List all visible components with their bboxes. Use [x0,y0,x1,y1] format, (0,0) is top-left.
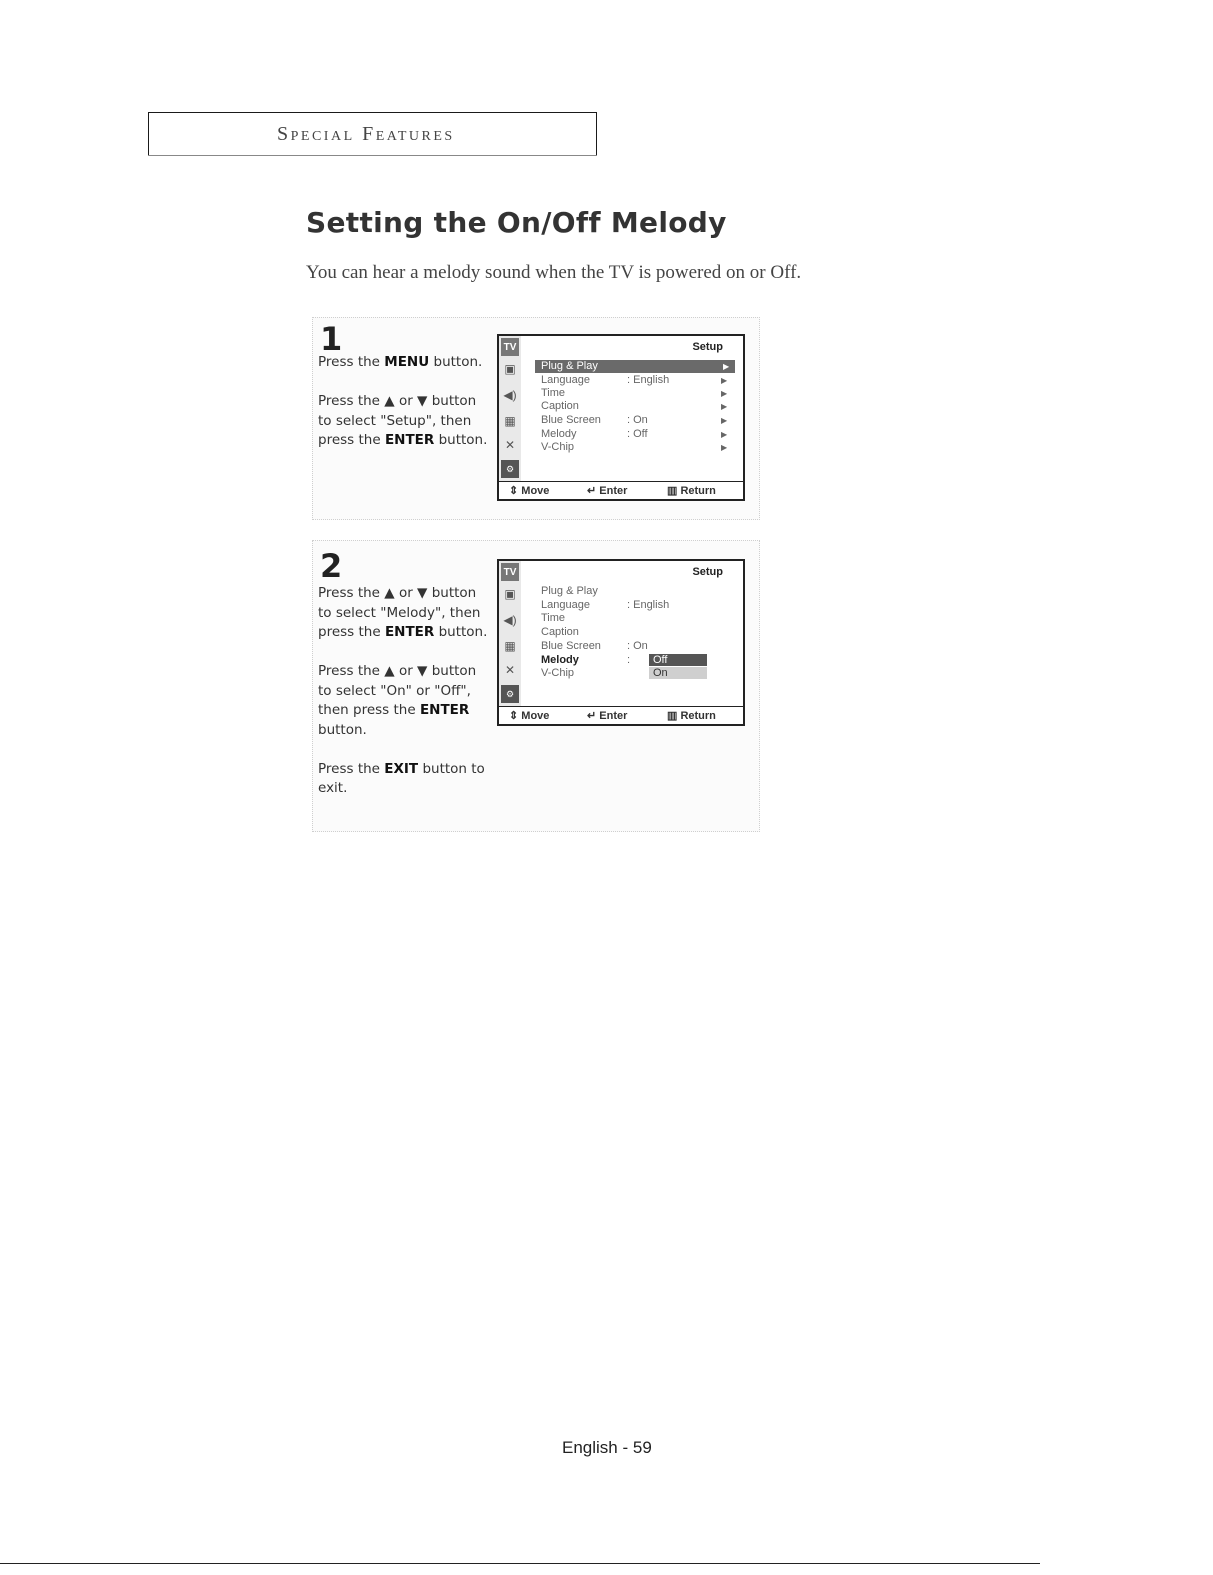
menu-item-melody[interactable]: Melody [541,654,579,666]
menu-item-caption[interactable]: Caption [541,626,579,638]
sound-icon: ◀) [503,613,517,627]
instruction-paragraph: Press the ▲ or ▼ button to select "Melody", then press the ENTER button. [318,585,488,640]
enter-icon: ↵ [587,710,600,722]
menu-item-blue-screen[interactable]: Blue Screen [541,414,601,426]
step-number: 1 [320,320,343,358]
step-number: 2 [320,547,343,585]
channel-icon: ▦ [504,639,516,653]
page-number: English - 59 [562,1438,652,1457]
menu-value: : Off [627,428,648,440]
menu-item-caption[interactable]: Caption [541,400,579,412]
return-icon: ▥ [667,710,681,722]
picture-icon: ▣ [504,587,516,601]
up-down-icon: ⇕ [509,485,522,497]
menu-sidebar [499,336,521,481]
menu-value: : On [627,640,648,652]
bottom-rule [0,1563,1040,1564]
channel-icon: ▦ [504,414,516,428]
tv-menu-screen [497,559,745,726]
menu-value: : English [627,374,670,386]
instruction-paragraph: Press the ▲ or ▼ button to select "On" or "Off", then press the ENTER button. [318,663,477,738]
enter-hint: ↵ Enter [587,710,628,722]
arrow-right-icon: ▶ [723,362,730,371]
instruction-paragraph: Press the EXIT button to exit. [318,760,485,796]
setup-icon: ⚙ [501,460,519,478]
setup-icon: ⚙ [501,685,519,703]
picture-icon: ▣ [504,362,516,376]
arrow-right-icon: ▶ [721,389,728,398]
screen-title: Setup [692,341,723,353]
menu-value: : [627,654,631,666]
return-icon: ▥ [667,485,681,497]
tv-icon: TV [501,338,519,356]
tv-menu-screen [497,334,745,501]
header-underline [148,155,597,156]
menu-item-melody[interactable]: Melody [541,428,577,440]
menu-item-time[interactable]: Time [541,387,566,399]
menu-item-plug-play[interactable]: Plug & Play [541,585,598,597]
section-title: Special Features [277,123,455,145]
return-hint: ▥ Return [667,485,716,497]
menu-item-language[interactable]: Language [541,599,590,611]
intro-text: You can hear a melody sound when the TV is powered on or Off. [306,262,802,283]
instruction-paragraph: Press the ▲ or ▼ button to select "Setup", then press the ENTER button. [318,393,488,448]
up-down-icon: ⇕ [509,710,522,722]
menu-item-time[interactable]: Time [541,612,566,624]
instruction-paragraph: Press the MENU button. [318,354,483,370]
page-title: Setting the On/Off Melody [306,206,727,239]
arrow-right-icon: ▶ [721,376,728,385]
tv-icon: TV [501,563,519,581]
arrow-right-icon: ▶ [721,443,728,452]
sound-icon: ◀) [503,388,517,402]
enter-icon: ↵ [587,485,600,497]
step-1-panel [312,317,760,520]
screen-title: Setup [692,566,723,578]
screen-footer [499,706,743,725]
menu-item-blue-screen[interactable]: Blue Screen [541,640,601,652]
arrow-right-icon: ▶ [721,402,728,411]
menu-item-v-chip[interactable]: V-Chip [541,667,575,679]
arrow-right-icon: ▶ [721,416,728,425]
menu-item-v-chip[interactable]: V-Chip [541,441,575,453]
menu-sidebar [499,561,521,706]
step-instructions [318,584,493,818]
option-on[interactable]: On [649,667,707,679]
return-hint: ▥ Return [667,710,716,722]
arrow-right-icon: ▶ [721,430,728,439]
menu-value: : On [627,414,648,426]
menu-value: : English [627,599,670,611]
move-hint: ⇕ Move [509,710,550,722]
enter-hint: ↵ Enter [587,485,628,497]
antenna-icon: ✕ [504,438,516,452]
screen-footer [499,481,743,500]
step-instructions [318,353,493,470]
move-hint: ⇕ Move [509,485,550,497]
option-off[interactable]: Off [649,654,707,666]
menu-item-language[interactable]: Language [541,374,590,386]
menu-item-plug-play[interactable]: Plug & Play [535,360,735,373]
antenna-icon: ✕ [504,663,516,677]
section-header [148,112,597,156]
step-2-panel [312,540,760,832]
